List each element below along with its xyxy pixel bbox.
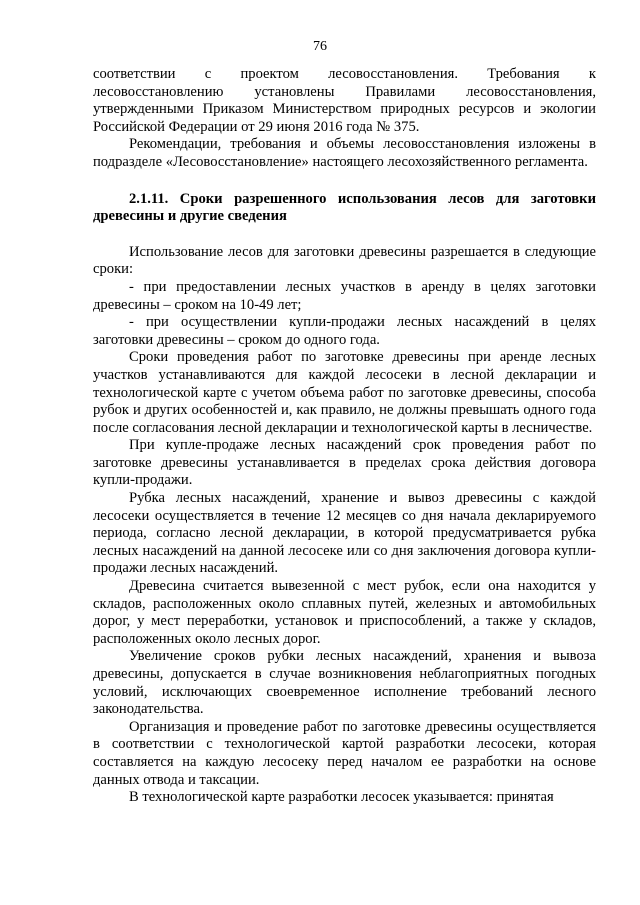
spacer <box>93 172 596 191</box>
paragraph-felling-removal: Рубка лесных насаждений, хранение и вывоз древесины с каждой лесосеки осуществляется в течение 12 месяцев со дня начала декларируемого периода, согласно лесной декларации, в которой предусматривается рубка лесных насаждений на данной лесосеке или со дня заключения договора купли-продажи лесных насаждений. <box>93 490 596 577</box>
paragraph-removed-timber: Древесина считается вывезенной с мест рубок, если она находится у складов, расположенных около сплавных путей, железных и автомобильных дорог, у мест переработки, установок и приспособлений, а также у складов, расположенных около лесных дорог. <box>93 578 596 647</box>
paragraph-term-extension: Увеличение сроков рубки лесных насаждений, хранения и вывоза древесины, допускается в случае возникновения неблагоприятных погодных условий, исключающих своевременное исполнение требований лесного законодательства. <box>93 648 596 718</box>
list-item-lease-term: - при предоставлении лесных участков в аренду в целях заготовки древесины – сроком на 10-49 лет; <box>93 278 596 313</box>
page-number: 76 <box>313 39 327 54</box>
paragraph-organization: Организация и проведение работ по заготовке древесины осуществляется в соответствии с технологической картой разработки лесосеки, которая составляется на каждую лесосеку перед началом ее разработки на основе данных отвода и таксации. <box>93 718 596 788</box>
document-body <box>93 66 596 807</box>
paragraph-intro-continuation: соответствии с проектом лесовосстановления. Требования к лесовосстановлению установлены Правилами лесовосстановления, утвержденными Приказом Министерством природных ресурсов и экологии Российской Федерации от 29 июня 2016 года № 375. <box>93 66 596 135</box>
section-heading: 2.1.11. Сроки разрешенного использования лесов для заготовки древесины и другие сведения <box>93 190 596 225</box>
paragraph-work-terms-purchase: При купле-продаже лесных насаждений срок проведения работ по заготовке древесины устанавливается в пределах срока действия договора купли-продажи. <box>93 437 596 489</box>
paragraph-technological-map: В технологической карте разработки лесосек указывается: принятая <box>129 789 554 806</box>
list-item-purchase-term: - при осуществлении купли-продажи лесных насаждений в целях заготовки древесины – сроком до одного года. <box>93 314 596 348</box>
spacer <box>93 226 596 244</box>
paragraph-usage-terms: Использование лесов для заготовки древесины разрешается в следующие сроки: <box>93 243 596 278</box>
paragraph-recommendations: Рекомендации, требования и объемы лесовосстановления изложены в подразделе «Лесовосстановление» настоящего лесохозяйственного регламента. <box>93 136 596 170</box>
paragraph-work-terms-lease: Сроки проведения работ по заготовке древесины при аренде лесных участков устанавливаются для каждой лесосеки в лесной декларации и технологической карте с учетом объема работ по заготовке древесины, способа рубок и других особенностей и, как правило, не должны превышать одного года после согласования лесной декларации и технологической карты в лесничестве. <box>93 349 596 436</box>
